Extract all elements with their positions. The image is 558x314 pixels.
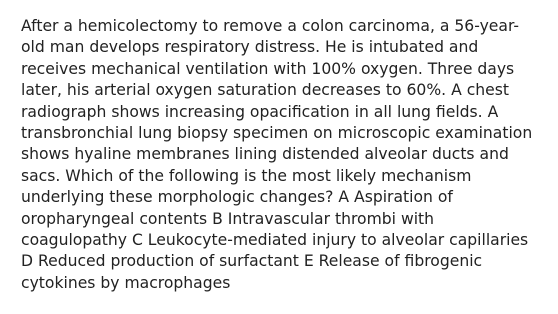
question-line: radiograph shows increasing opacification in all lung fields. A (21, 102, 499, 121)
question-line: oropharyngeal contents B Intravascular thrombi with (21, 209, 435, 228)
question-line: old man develops respiratory distress. He is intubated and (21, 38, 479, 57)
question-line: underlying these morphologic changes? A Aspiration of (21, 188, 453, 207)
question-line: sacs. Which of the following is the most likely mechanism (21, 166, 472, 185)
question-line: cytokines by macrophages (21, 273, 231, 292)
question-line: shows hyaline membranes lining distended alveolar ducts and (21, 145, 509, 164)
question-line: D Reduced production of surfactant E Release of fibrogenic (21, 252, 483, 271)
question-line: receives mechanical ventilation with 100% oxygen. Three days (21, 59, 515, 78)
question-line: later, his arterial oxygen saturation decreases to 60%. A chest (21, 81, 509, 100)
question-text (21, 16, 543, 294)
question-line: transbronchial lung biopsy specimen on microscopic examination (21, 124, 533, 143)
question-line: coagulopathy C Leukocyte-mediated injury to alveolar capillaries (21, 231, 529, 250)
question-line: After a hemicolectomy to remove a colon carcinoma, a 56-year- (21, 17, 519, 35)
